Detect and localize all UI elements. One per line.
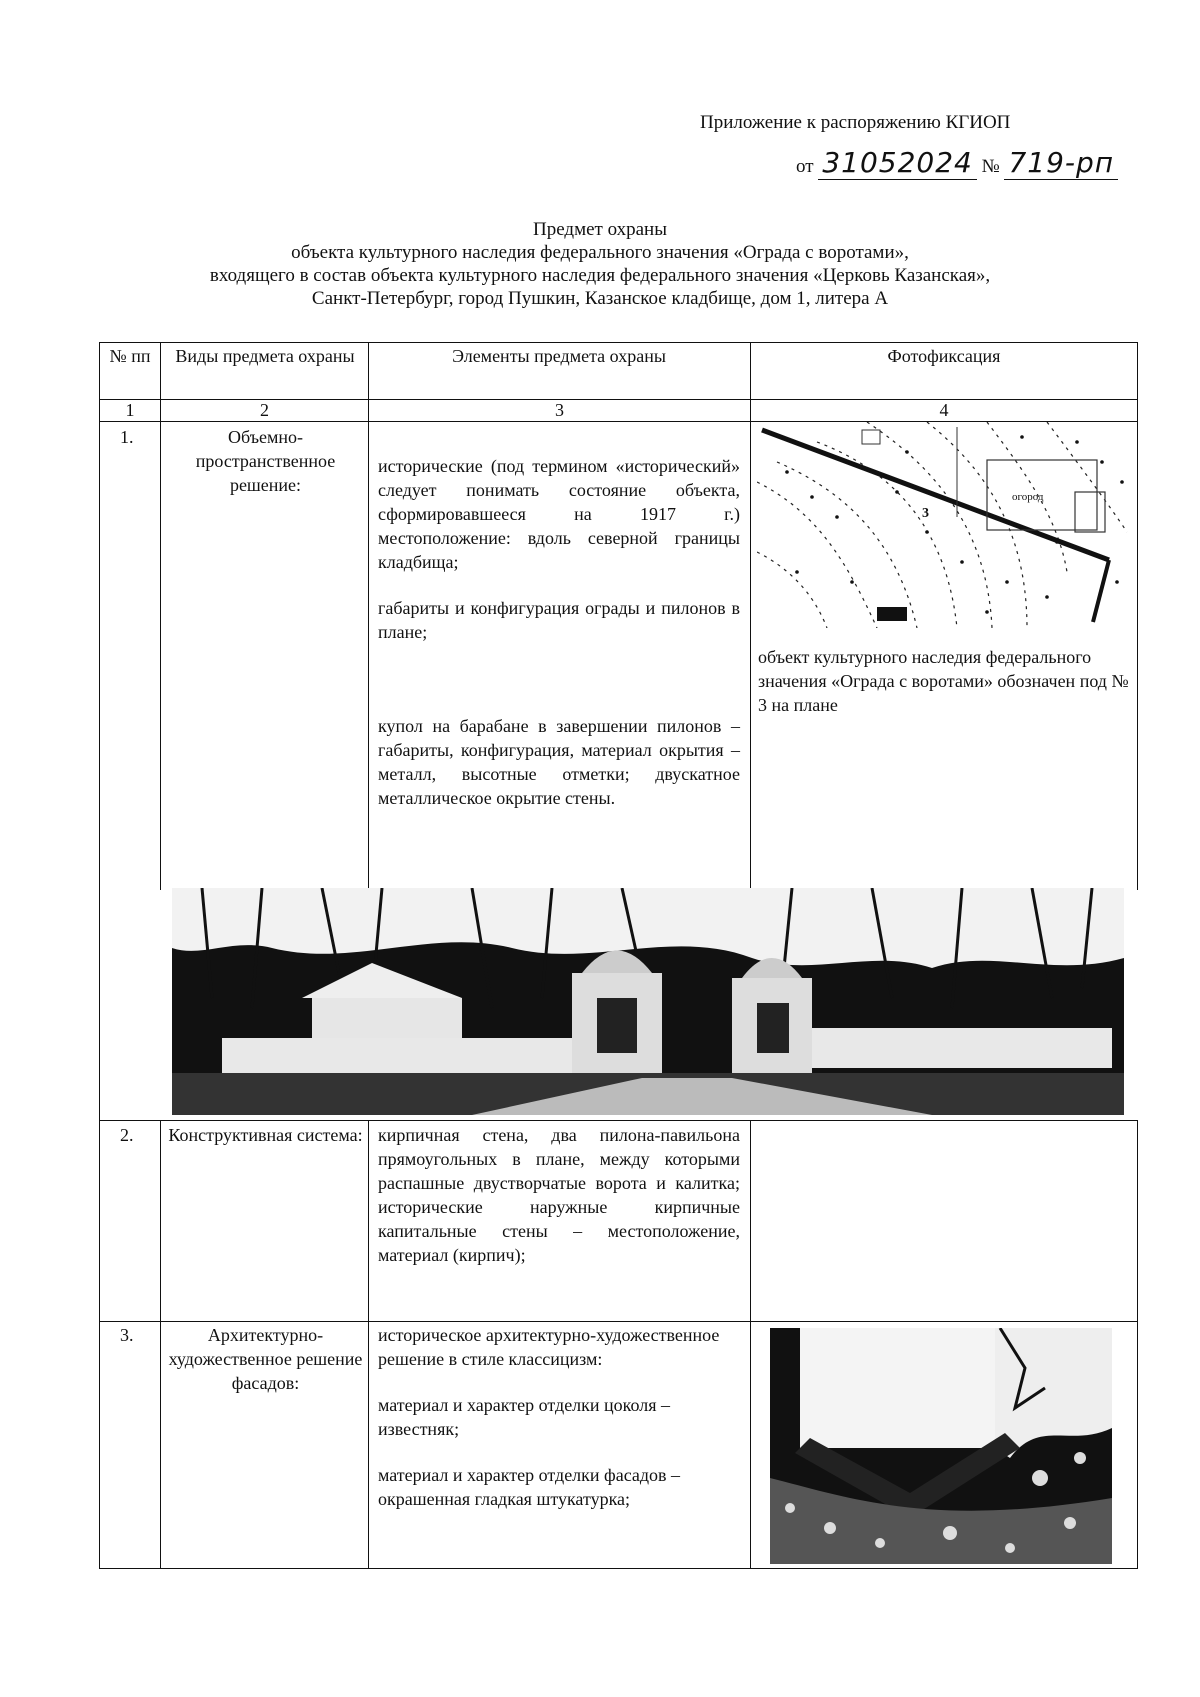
header-elements: Элементы предмета охраны — [452, 346, 666, 366]
row1-elements: исторические (под термином «исторический» следует понимать состояние объекта, сформировавшееся на 1917 г.) местоположение: вдоль северной границы кладбища; габариты и конфигурация ограды и пилонов в плане; купол на барабане в завершении пилонов – габариты, конфигурация, материал окрытия – металл, высотные отметки; двускатное металлическое окрытие стены. — [378, 456, 740, 808]
row2-kind: Конструктивная система: — [168, 1125, 363, 1145]
header-photo: Фотофиксация — [887, 346, 1001, 366]
gate-photo — [172, 888, 1124, 1115]
facade-detail-photo — [770, 1328, 1112, 1564]
row3-number: 3. — [120, 1325, 134, 1345]
header-number: № пп — [109, 346, 151, 366]
handwritten-date: 31052024 — [818, 146, 977, 180]
appendix-title: Приложение к распоряжению КГИОП — [700, 112, 1011, 133]
order-date-number: от 31052024 № 719-рп — [796, 146, 1160, 179]
row1-kind: Объемно-пространственное решение: — [195, 427, 336, 495]
map-caption: объект культурного наследия федерального значения «Ограда с воротами» обозначен под № 3 на плане — [758, 647, 1129, 715]
colnum-3: 3 — [555, 400, 564, 420]
row1-number: 1. — [120, 427, 134, 447]
colnum-2: 2 — [260, 400, 269, 420]
colnum-1: 1 — [125, 400, 135, 420]
row2-elements: кирпичная стена, два пилона-павильона прямоугольных в плане, между которыми распашные двустворчатые ворота и калитка; исторические наружные кирпичные капитальные стены – местоположение, материал (кирпич); — [378, 1125, 740, 1265]
row3-kind: Архитектурно-художественное решение фасадов: — [168, 1325, 363, 1393]
handwritten-number: 719-рп — [1004, 146, 1118, 180]
colnum-4: 4 — [939, 400, 949, 420]
appendix-header — [700, 112, 1160, 179]
site-plan-map — [757, 422, 1135, 628]
map-label-garden: огород — [1012, 491, 1044, 503]
document-title: Предмет охраны объекта культурного наследия федерального значения «Ограда с воротами», входящего в состав объекта культурного наследия федерального значения «Церковь Казанская», Санкт-Петербург, город Пушкин, Казанское кладбище, дом 1, литера А — [209, 219, 991, 309]
header-kind: Виды предмета охраны — [175, 346, 355, 366]
row3-elements: историческое архитектурно-художественное решение в стиле классицизм: материал и характер отделки цоколя – известняк; материал и характер отделки фасадов – окрашенная гладкая штукатурка; — [378, 1325, 720, 1509]
row2-number: 2. — [120, 1125, 134, 1145]
map-label-number: 3 — [922, 506, 929, 521]
